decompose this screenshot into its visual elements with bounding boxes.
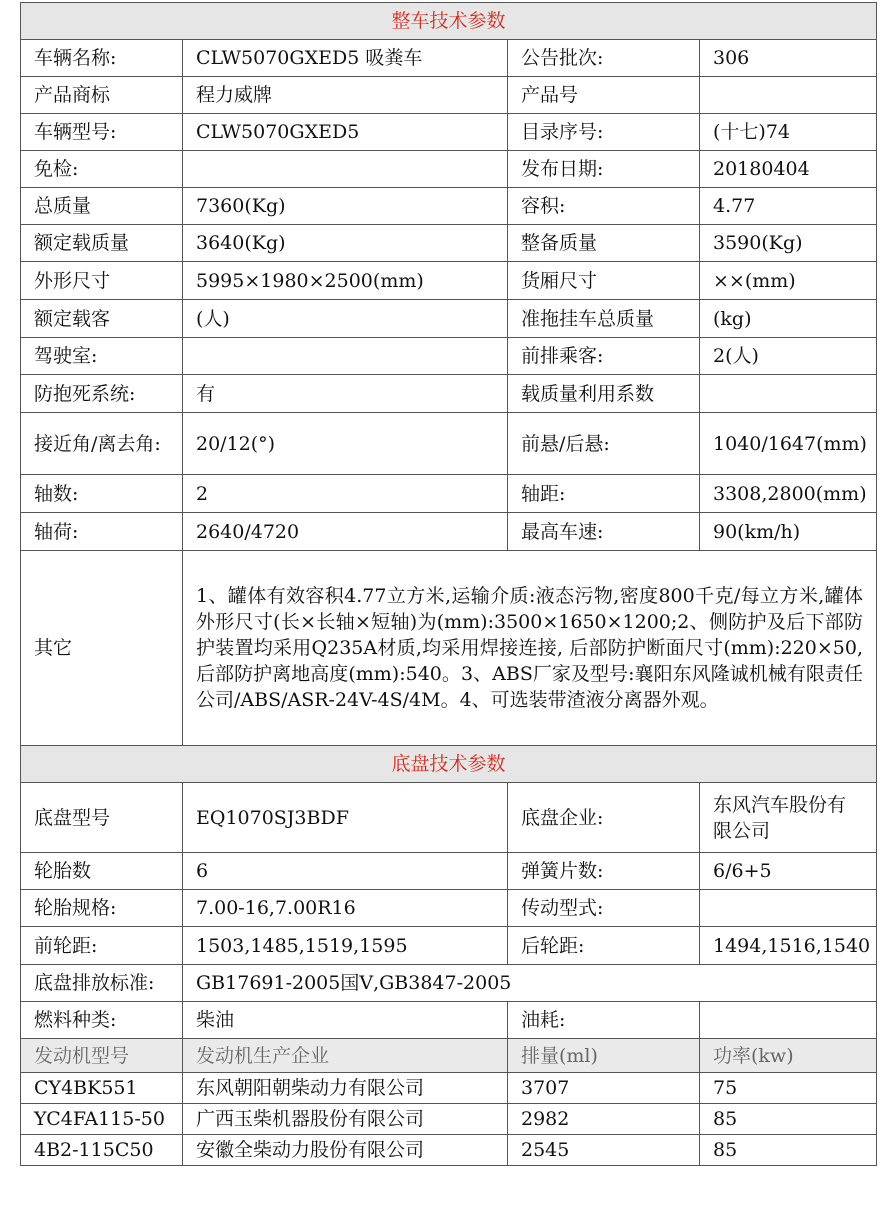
spec-label: 前轮距: — [21, 927, 183, 965]
spec-label: 轴荷: — [21, 513, 183, 551]
emission-row — [21, 965, 877, 1002]
spec-label: 车辆名称: — [21, 40, 183, 77]
engine-header-model: 发动机型号 — [21, 1039, 183, 1073]
engine-power: 85 — [700, 1135, 877, 1166]
spec-label: 车辆型号: — [21, 114, 183, 151]
fuel-value: 柴油 — [183, 1002, 508, 1039]
chassis-section-title: 底盘技术参数 — [21, 746, 877, 783]
spec-value: 2(人) — [700, 338, 877, 375]
engine-power: 75 — [700, 1073, 877, 1104]
engine-header-displacement: 排量(ml) — [508, 1039, 700, 1073]
vehicle-spec-row — [21, 114, 877, 151]
engine-model: YC4FA115-50 — [21, 1104, 183, 1135]
spec-label: 轮胎规格: — [21, 890, 183, 927]
spec-value: 3308,2800(mm) — [700, 475, 877, 513]
spec-label: 底盘企业: — [508, 783, 700, 853]
spec-table — [20, 2, 877, 1166]
spec-label: 额定载客 — [21, 300, 183, 338]
spec-value: 7360(Kg) — [183, 188, 508, 225]
spec-value: 1494,1516,1540 — [700, 927, 877, 965]
spec-value: ××(mm) — [700, 262, 877, 300]
engine-row — [21, 1135, 877, 1166]
spec-value: (人) — [183, 300, 508, 338]
spec-value: 20/12(°) — [183, 413, 508, 475]
engine-model: CY4BK551 — [21, 1073, 183, 1104]
spec-label: 前排乘客: — [508, 338, 700, 375]
vehicle-spec-row — [21, 338, 877, 375]
vehicle-spec-row — [21, 151, 877, 188]
spec-label: 免检: — [21, 151, 183, 188]
spec-value: 1503,1485,1519,1595 — [183, 927, 508, 965]
engine-maker: 安徽全柴动力股份有限公司 — [183, 1135, 508, 1166]
spec-value: 306 — [700, 40, 877, 77]
chassis-spec-row — [21, 890, 877, 927]
spec-label: 整备质量 — [508, 225, 700, 262]
spec-label: 容积: — [508, 188, 700, 225]
fuel-label: 燃料种类: — [21, 1002, 183, 1039]
chassis-section-header — [21, 746, 877, 783]
consumption-value — [700, 1002, 877, 1039]
spec-label: 后轮距: — [508, 927, 700, 965]
spec-value: EQ1070SJ3BDF — [183, 783, 508, 853]
fuel-row — [21, 1002, 877, 1039]
spec-label: 货厢尺寸 — [508, 262, 700, 300]
spec-label: 传动型式: — [508, 890, 700, 927]
spec-value: 有 — [183, 375, 508, 413]
spec-value: 3640(Kg) — [183, 225, 508, 262]
spec-label: 额定载质量 — [21, 225, 183, 262]
vehicle-spec-row — [21, 225, 877, 262]
spec-value — [700, 375, 877, 413]
engine-displacement: 3707 — [508, 1073, 700, 1104]
spec-label: 目录序号: — [508, 114, 700, 151]
spec-value: 20180404 — [700, 151, 877, 188]
consumption-label: 油耗: — [508, 1002, 700, 1039]
spec-value: CLW5070GXED5 — [183, 114, 508, 151]
spec-value: 7.00-16,7.00R16 — [183, 890, 508, 927]
spec-value — [183, 151, 508, 188]
spec-label: 驾驶室: — [21, 338, 183, 375]
engine-header-row — [21, 1039, 877, 1073]
chassis-spec-row — [21, 853, 877, 890]
chassis-spec-row — [21, 783, 877, 853]
spec-label: 接近角/离去角: — [21, 413, 183, 475]
spec-label: 弹簧片数: — [508, 853, 700, 890]
spec-value: 程力威牌 — [183, 77, 508, 114]
engine-power: 85 — [700, 1104, 877, 1135]
spec-label: 轮胎数 — [21, 853, 183, 890]
spec-label: 产品号 — [508, 77, 700, 114]
vehicle-spec-row — [21, 475, 877, 513]
spec-label: 最高车速: — [508, 513, 700, 551]
spec-label: 载质量利用系数 — [508, 375, 700, 413]
spec-label: 外形尺寸 — [21, 262, 183, 300]
spec-label: 轴距: — [508, 475, 700, 513]
engine-displacement: 2982 — [508, 1104, 700, 1135]
spec-value: 90(km/h) — [700, 513, 877, 551]
spec-value: 5995×1980×2500(mm) — [183, 262, 508, 300]
spec-value — [700, 77, 877, 114]
vehicle-spec-row — [21, 188, 877, 225]
spec-label: 公告批次: — [508, 40, 700, 77]
vehicle-section-header — [21, 3, 877, 40]
spec-value: 4.77 — [700, 188, 877, 225]
spec-value: 3590(Kg) — [700, 225, 877, 262]
engine-header-power: 功率(kw) — [700, 1039, 877, 1073]
other-row — [21, 551, 877, 746]
engine-model: 4B2-115C50 — [21, 1135, 183, 1166]
engine-header-maker: 发动机生产企业 — [183, 1039, 508, 1073]
vehicle-spec-row — [21, 375, 877, 413]
spec-label: 底盘型号 — [21, 783, 183, 853]
vehicle-section-title: 整车技术参数 — [21, 3, 877, 40]
spec-value: 2640/4720 — [183, 513, 508, 551]
spec-value — [183, 338, 508, 375]
spec-label: 产品商标 — [21, 77, 183, 114]
vehicle-spec-row — [21, 262, 877, 300]
spec-label: 总质量 — [21, 188, 183, 225]
spec-label: 准拖挂车总质量 — [508, 300, 700, 338]
other-label: 其它 — [21, 551, 183, 746]
engine-maker: 东风朝阳朝柴动力有限公司 — [183, 1073, 508, 1104]
other-text: 1、罐体有效容积4.77立方米,运输介质:液态污物,密度800千克/每立方米,罐体外形尺寸(长×长轴×短轴)为(mm):3500×1650×1200;2、侧防护及后下部防护装置均采用Q235A材质,均采用焊接连接, 后部防护断面尺寸(mm):220×50,后部防护离地高度(mm):540。3、ABS厂家及型号:襄阳东风隆诚机械有限责任公司/ABS/ASR-24V-4S/4M。4、可选装带渣液分离器外观。 — [183, 551, 877, 746]
spec-value: 2 — [183, 475, 508, 513]
spec-label: 轴数: — [21, 475, 183, 513]
chassis-spec-row — [21, 927, 877, 965]
vehicle-spec-row — [21, 413, 877, 475]
engine-maker: 广西玉柴机器股份有限公司 — [183, 1104, 508, 1135]
spec-value — [700, 890, 877, 927]
vehicle-spec-row — [21, 40, 877, 77]
vehicle-spec-row — [21, 77, 877, 114]
spec-value: 6/6+5 — [700, 853, 877, 890]
engine-displacement: 2545 — [508, 1135, 700, 1166]
spec-label: 前悬/后悬: — [508, 413, 700, 475]
spec-label: 防抱死系统: — [21, 375, 183, 413]
spec-label: 发布日期: — [508, 151, 700, 188]
vehicle-spec-row — [21, 300, 877, 338]
emission-label: 底盘排放标准: — [21, 965, 183, 1002]
spec-value: 6 — [183, 853, 508, 890]
spec-value: CLW5070GXED5 吸粪车 — [183, 40, 508, 77]
vehicle-spec-row — [21, 513, 877, 551]
spec-value: 1040/1647(mm) — [700, 413, 877, 475]
engine-row — [21, 1104, 877, 1135]
spec-value: 东风汽车股份有限公司 — [700, 783, 877, 853]
spec-value: (kg) — [700, 300, 877, 338]
emission-value: GB17691-2005国Ⅴ,GB3847-2005 — [183, 965, 877, 1002]
engine-row — [21, 1073, 877, 1104]
spec-value: (十七)74 — [700, 114, 877, 151]
